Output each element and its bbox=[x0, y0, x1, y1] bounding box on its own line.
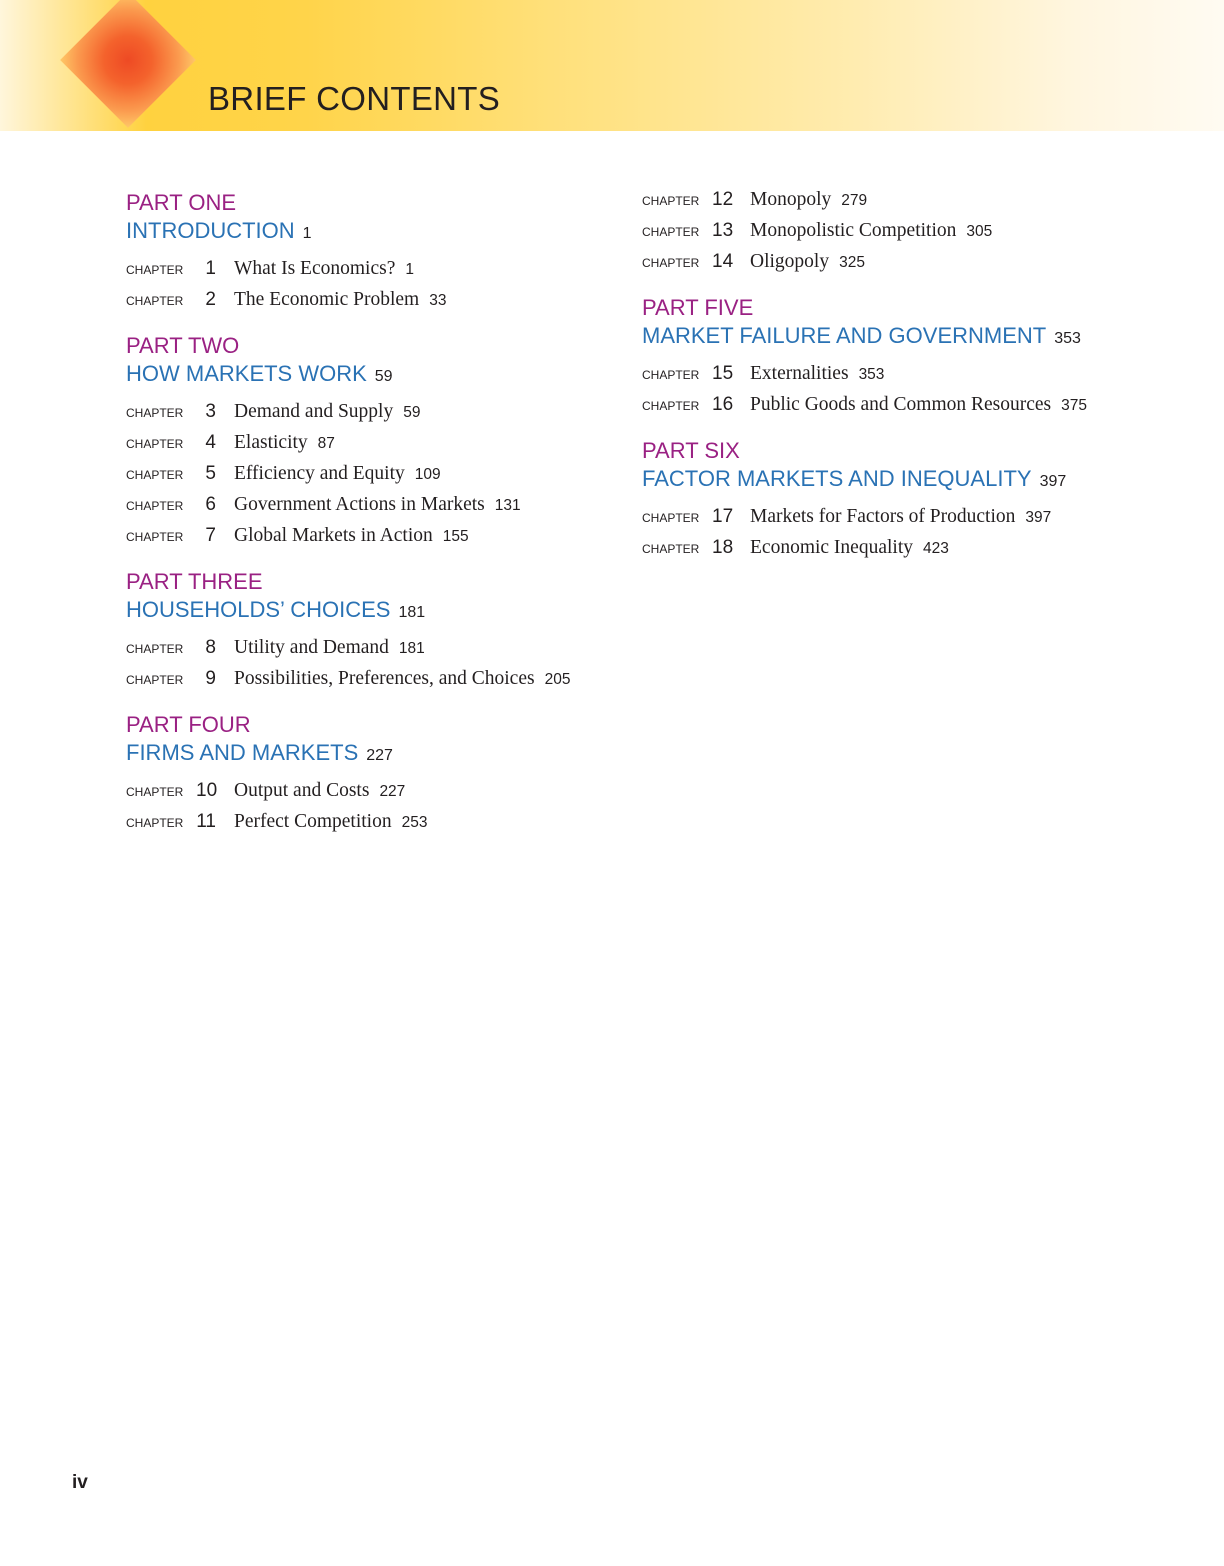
chapter-text bbox=[234, 492, 521, 519]
chapter-number: 4 bbox=[205, 432, 216, 453]
part-label: PART FIVE bbox=[642, 295, 754, 320]
chapter-text bbox=[234, 399, 420, 426]
chapter-title: What Is Economics? bbox=[234, 258, 396, 279]
chapter-entry[interactable] bbox=[126, 492, 596, 519]
chapter-entry[interactable] bbox=[642, 504, 1112, 531]
chapter-entry[interactable] bbox=[642, 187, 1112, 214]
chapter-page-number: 155 bbox=[442, 528, 469, 545]
chapter-number: 13 bbox=[712, 220, 734, 241]
chapter-word: CHAPTER bbox=[642, 256, 700, 270]
part-title-text: FACTOR MARKETS AND INEQUALITY bbox=[642, 466, 1032, 491]
part-section bbox=[126, 332, 596, 550]
contents-right-column bbox=[642, 187, 1112, 580]
chapter-page-number: 353 bbox=[858, 366, 885, 383]
chapter-page-number: 397 bbox=[1025, 509, 1052, 526]
chapter-title: Demand and Supply bbox=[234, 401, 394, 422]
chapter-title: Monopolistic Competition bbox=[750, 220, 957, 241]
chapter-word: CHAPTER bbox=[126, 263, 184, 277]
chapter-number: 16 bbox=[712, 394, 734, 415]
chapter-word: CHAPTER bbox=[642, 194, 700, 208]
chapter-text bbox=[750, 535, 949, 562]
part-title[interactable] bbox=[126, 217, 596, 248]
part-title[interactable] bbox=[642, 322, 1112, 353]
part-section bbox=[126, 711, 596, 836]
part-section bbox=[642, 294, 1112, 419]
chapter-title: Monopoly bbox=[750, 189, 832, 210]
part-page-number: 353 bbox=[1054, 330, 1081, 347]
chapter-entry[interactable] bbox=[126, 635, 596, 662]
chapter-text bbox=[234, 809, 427, 836]
chapter-title: Output and Costs bbox=[234, 780, 370, 801]
chapter-number: 3 bbox=[205, 401, 216, 422]
part-page-number: 1 bbox=[302, 225, 312, 242]
chapter-title: Elasticity bbox=[234, 432, 308, 453]
orange-diamond-icon bbox=[60, 0, 196, 128]
part-page-number: 227 bbox=[366, 747, 393, 764]
chapter-text bbox=[750, 187, 867, 214]
chapter-title: Oligopoly bbox=[750, 251, 830, 272]
chapter-number: 17 bbox=[712, 506, 734, 527]
chapter-entry[interactable] bbox=[126, 461, 596, 488]
chapter-text bbox=[234, 666, 570, 693]
chapter-text bbox=[750, 218, 992, 245]
chapter-text bbox=[750, 392, 1087, 419]
page-number: iv bbox=[72, 1472, 88, 1493]
chapter-word: CHAPTER bbox=[126, 499, 184, 513]
part-title[interactable] bbox=[126, 596, 596, 627]
chapter-text bbox=[234, 778, 405, 805]
chapter-word: CHAPTER bbox=[126, 437, 184, 451]
chapter-title: Utility and Demand bbox=[234, 637, 389, 658]
chapter-page-number: 1 bbox=[405, 261, 414, 278]
header-banner bbox=[0, 0, 1224, 131]
part-title-text: HOUSEHOLDS’ CHOICES bbox=[126, 597, 391, 622]
chapter-page-number: 305 bbox=[966, 223, 993, 240]
chapter-number: 15 bbox=[712, 363, 734, 384]
chapter-word: CHAPTER bbox=[642, 511, 700, 525]
chapter-entry[interactable] bbox=[126, 287, 596, 314]
chapter-title: Possibilities, Preferences, and Choices bbox=[234, 668, 535, 689]
chapter-word: CHAPTER bbox=[126, 294, 184, 308]
chapter-text bbox=[750, 249, 865, 276]
chapter-text bbox=[234, 461, 441, 488]
chapter-entry[interactable] bbox=[642, 249, 1112, 276]
part-title[interactable] bbox=[126, 360, 596, 391]
part-section bbox=[126, 189, 596, 314]
chapter-entry[interactable] bbox=[126, 809, 596, 836]
chapter-word: CHAPTER bbox=[642, 399, 700, 413]
chapter-number: 14 bbox=[712, 251, 734, 272]
chapter-page-number: 375 bbox=[1061, 397, 1088, 414]
chapter-number: 5 bbox=[205, 463, 216, 484]
chapter-text bbox=[234, 635, 425, 662]
chapter-word: CHAPTER bbox=[642, 542, 700, 556]
chapter-entry[interactable] bbox=[126, 256, 596, 283]
chapter-entry[interactable] bbox=[126, 399, 596, 426]
part-title[interactable] bbox=[642, 465, 1112, 496]
chapter-title: Government Actions in Markets bbox=[234, 494, 485, 515]
chapter-word: CHAPTER bbox=[126, 785, 184, 799]
chapter-page-number: 253 bbox=[401, 814, 428, 831]
part-page-number: 59 bbox=[374, 368, 393, 385]
chapter-title: Economic Inequality bbox=[750, 537, 913, 558]
part-title[interactable] bbox=[126, 739, 596, 770]
part-label: PART FOUR bbox=[126, 712, 251, 737]
chapter-word: CHAPTER bbox=[126, 673, 184, 687]
chapter-number: 2 bbox=[205, 289, 216, 310]
chapter-entry[interactable] bbox=[642, 535, 1112, 562]
chapter-word: CHAPTER bbox=[642, 368, 700, 382]
chapter-title: The Economic Problem bbox=[234, 289, 420, 310]
chapter-number: 7 bbox=[205, 525, 216, 546]
chapter-page-number: 325 bbox=[839, 254, 865, 271]
chapter-number: 18 bbox=[712, 537, 734, 558]
part-label: PART ONE bbox=[126, 190, 237, 215]
chapter-title: Markets for Factors of Production bbox=[750, 506, 1016, 527]
chapter-word: CHAPTER bbox=[126, 816, 184, 830]
chapter-word: CHAPTER bbox=[126, 406, 184, 420]
page-title: BRIEF CONTENTS bbox=[208, 80, 501, 117]
chapter-entry[interactable] bbox=[126, 666, 596, 693]
chapter-word: CHAPTER bbox=[126, 530, 184, 544]
part-section bbox=[126, 568, 596, 693]
chapter-page-number: 33 bbox=[429, 292, 447, 309]
chapter-page-number: 227 bbox=[379, 783, 406, 800]
chapter-page-number: 181 bbox=[398, 640, 425, 657]
chapter-word: CHAPTER bbox=[126, 468, 184, 482]
chapter-text bbox=[234, 287, 446, 314]
chapter-word: CHAPTER bbox=[642, 225, 700, 239]
chapter-page-number: 423 bbox=[923, 540, 949, 557]
chapter-title: Efficiency and Equity bbox=[234, 463, 405, 484]
part-title-text: MARKET FAILURE AND GOVERNMENT bbox=[642, 323, 1047, 348]
chapter-page-number: 131 bbox=[494, 497, 521, 514]
chapter-number: 8 bbox=[205, 637, 216, 658]
contents-left-column bbox=[126, 187, 596, 854]
chapter-page-number: 109 bbox=[414, 466, 441, 483]
chapter-entry[interactable] bbox=[642, 218, 1112, 245]
chapter-title: Public Goods and Common Resources bbox=[750, 394, 1052, 415]
chapter-entry[interactable] bbox=[126, 778, 596, 805]
chapter-entry[interactable] bbox=[642, 392, 1112, 419]
chapter-text bbox=[234, 430, 335, 457]
chapter-page-number: 205 bbox=[544, 671, 571, 688]
chapter-title: Externalities bbox=[750, 363, 849, 384]
part-title-text: FIRMS AND MARKETS bbox=[126, 740, 359, 765]
chapter-text bbox=[750, 504, 1051, 531]
part-label: PART TWO bbox=[126, 333, 240, 358]
chapter-page-number: 59 bbox=[403, 404, 421, 421]
part-label: PART SIX bbox=[642, 438, 740, 463]
chapter-text bbox=[750, 361, 884, 388]
chapter-number: 10 bbox=[196, 780, 218, 801]
chapter-page-number: 279 bbox=[841, 192, 868, 209]
part-section bbox=[642, 437, 1112, 562]
chapter-number: 6 bbox=[205, 494, 216, 515]
part-four-continued bbox=[642, 187, 1112, 276]
part-label: PART THREE bbox=[126, 569, 263, 594]
part-page-number: 397 bbox=[1039, 473, 1067, 490]
chapter-number: 12 bbox=[712, 189, 734, 210]
chapter-entry[interactable] bbox=[126, 523, 596, 550]
chapter-page-number: 87 bbox=[317, 435, 335, 452]
chapter-title: Global Markets in Action bbox=[234, 525, 433, 546]
chapter-entry[interactable] bbox=[642, 361, 1112, 388]
chapter-number: 1 bbox=[205, 258, 216, 279]
part-title-text: INTRODUCTION bbox=[126, 218, 295, 243]
chapter-entry[interactable] bbox=[126, 430, 596, 457]
chapter-text bbox=[234, 523, 469, 550]
part-title-text: HOW MARKETS WORK bbox=[126, 361, 367, 386]
chapter-text bbox=[234, 256, 414, 283]
part-page-number: 181 bbox=[398, 604, 426, 621]
chapter-number: 11 bbox=[196, 811, 216, 832]
chapter-number: 9 bbox=[205, 668, 216, 689]
chapter-title: Perfect Competition bbox=[234, 811, 392, 832]
chapter-word: CHAPTER bbox=[126, 642, 184, 656]
